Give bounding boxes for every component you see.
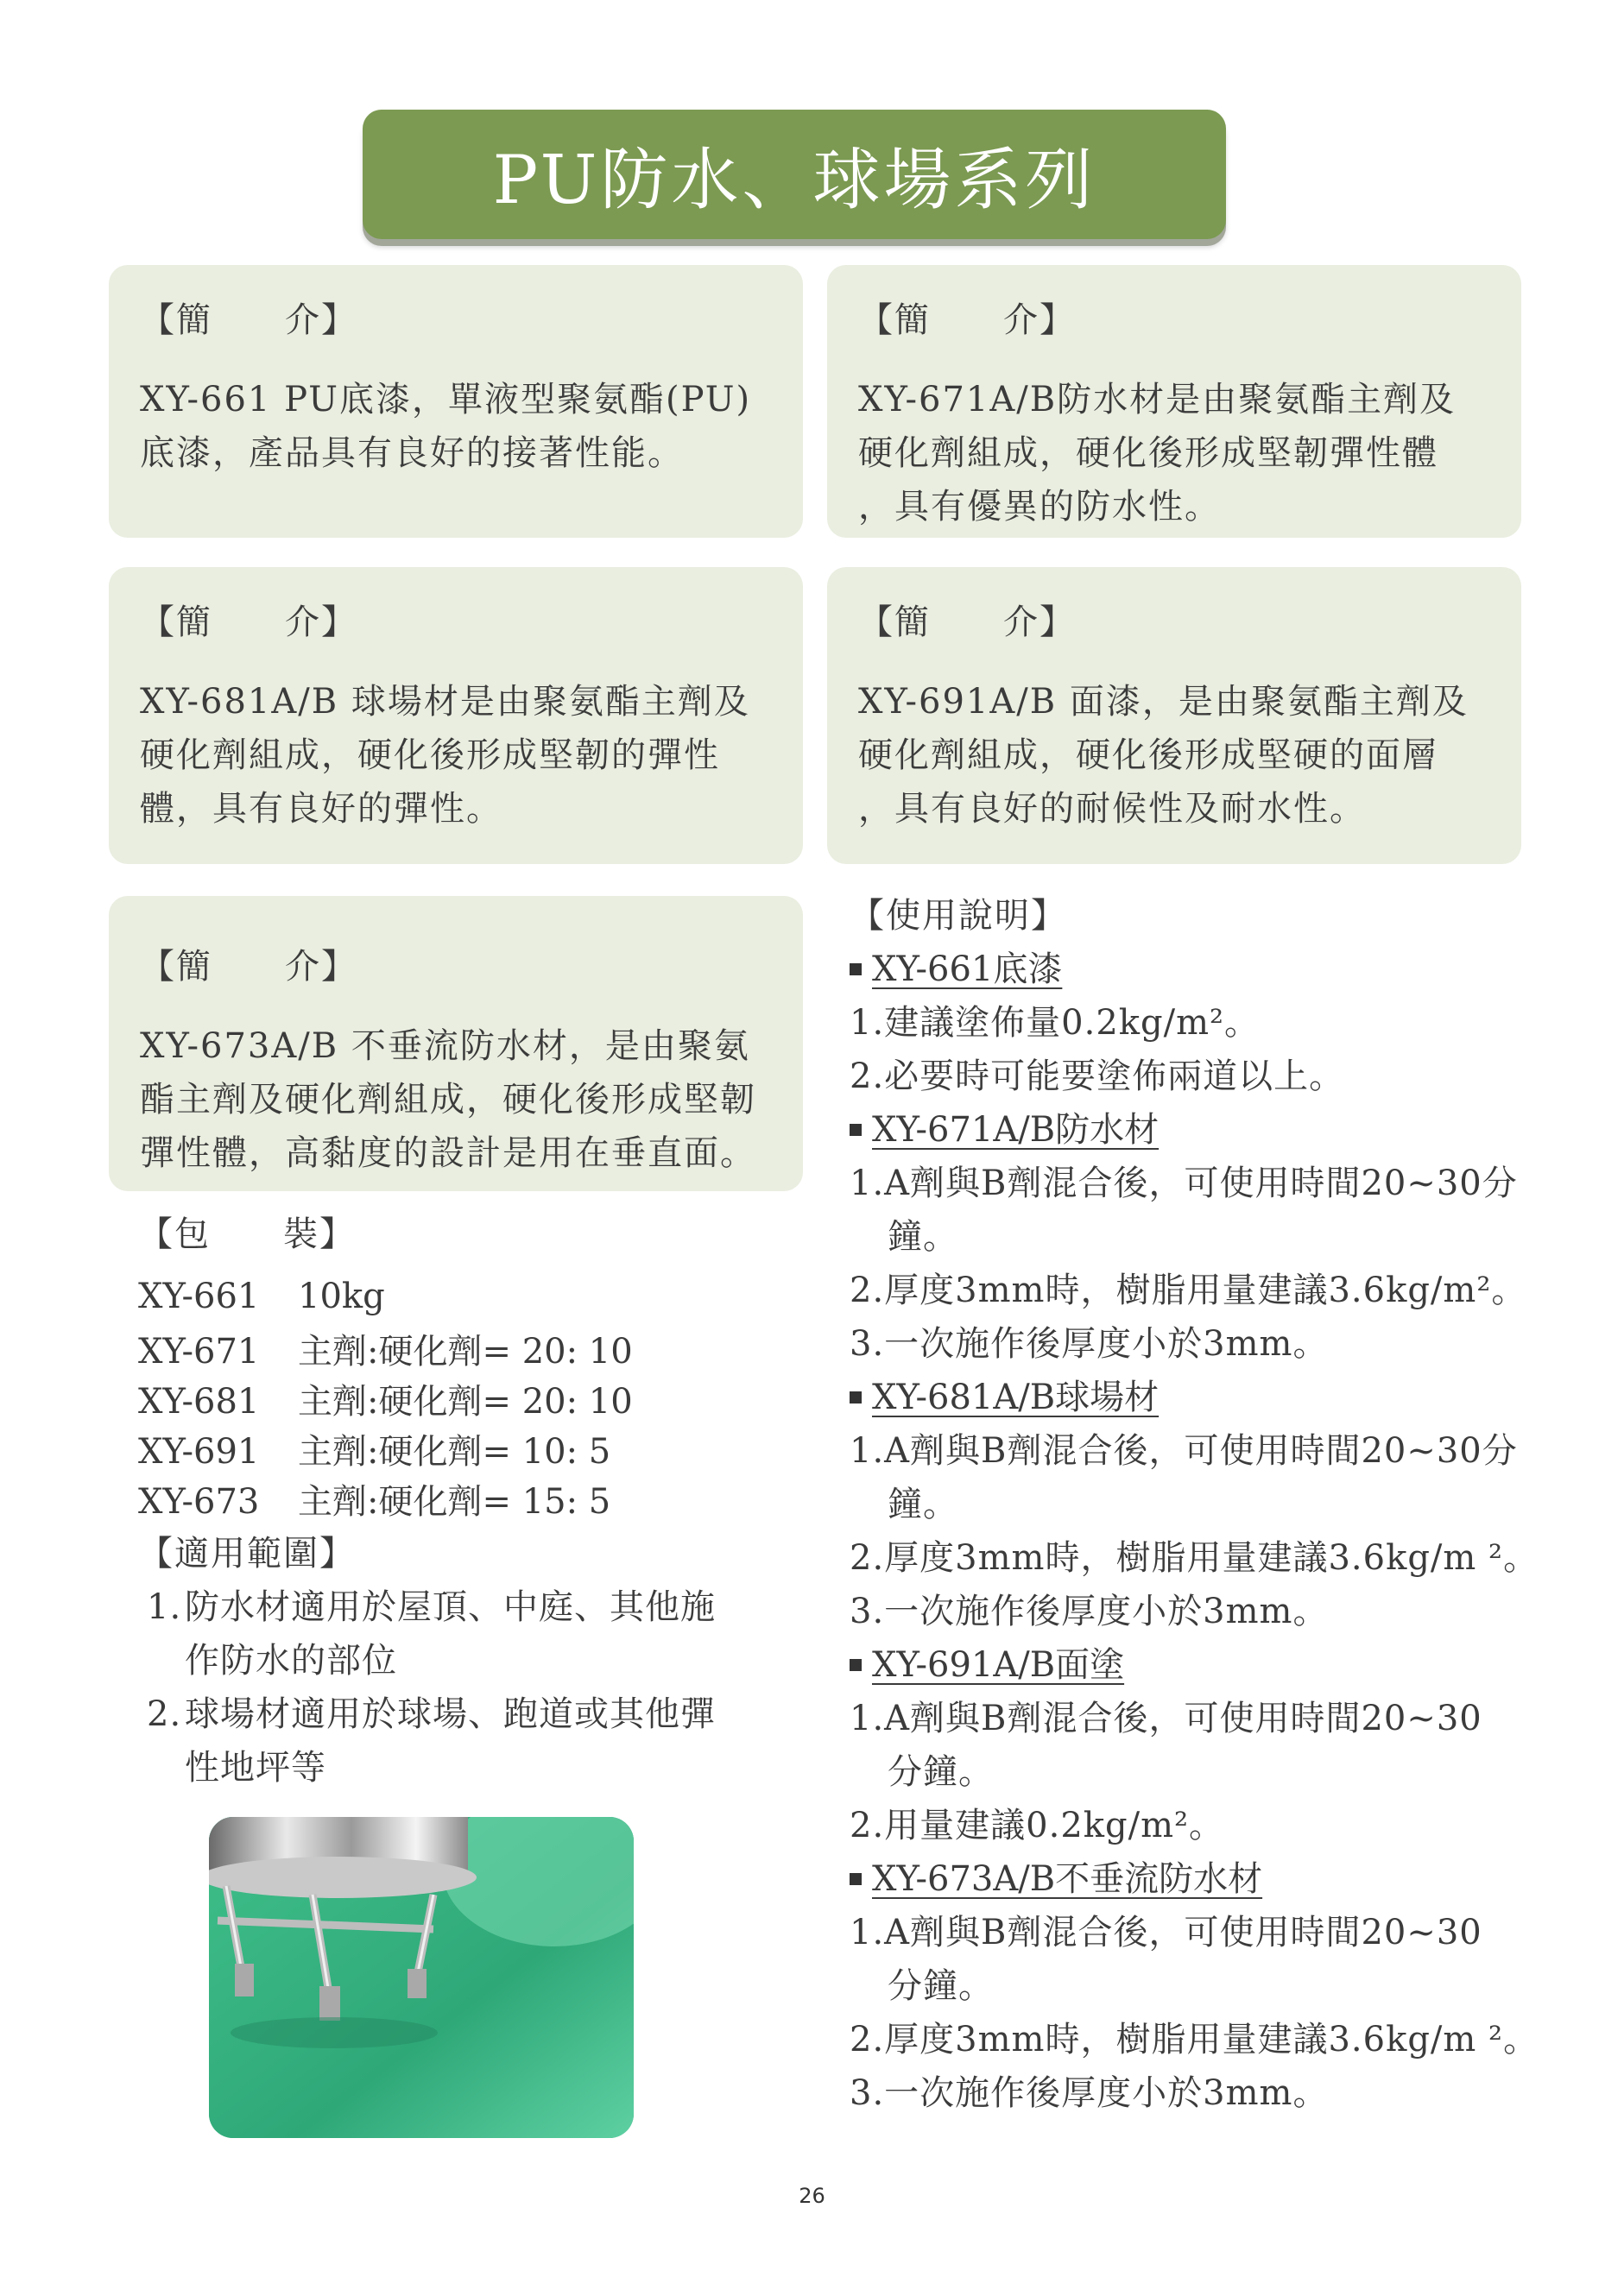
card-line: XY-691A/B 面漆，是由聚氨酯主劑及 xyxy=(858,682,1469,722)
usage-group-label: XY-691A/B面塗 xyxy=(872,1645,1125,1685)
usage-group-label: XY-671A/B防水材 xyxy=(872,1110,1160,1150)
usage-item: 1.A劑與B劑混合後，可使用時間20~30分 xyxy=(850,1164,1518,1203)
usage-item: 2.厚度3mm時，樹脂用量建議3.6kg/m ²。 xyxy=(850,2020,1539,2059)
usage-item: 3.一次施作後厚度小於3mm。 xyxy=(850,1592,1329,1631)
card-line: XY-681A/B 球場材是由聚氨酯主劑及 xyxy=(140,682,750,722)
card-body xyxy=(140,1019,777,1180)
card-heading: 【簡 介】 xyxy=(858,300,1076,340)
usage-item: 3.一次施作後厚度小於3mm。 xyxy=(850,2073,1329,2113)
packaging-model: XY-691 xyxy=(138,1432,260,1472)
scope-item-line: 作防水的部位 xyxy=(185,1641,397,1681)
scope-heading: 【適用範圍】 xyxy=(138,1534,356,1574)
square-bullet-icon xyxy=(850,1873,862,1885)
packaging-model: XY-671 xyxy=(138,1332,260,1372)
packaging-model: XY-681 xyxy=(138,1382,260,1422)
packaging-value: 10kg xyxy=(298,1277,385,1316)
card-line: 硬化劑組成，硬化後形成堅韌的彈性 xyxy=(140,735,720,775)
card-line: 底漆，產品具有良好的接著性能。 xyxy=(140,433,684,473)
usage-group-title xyxy=(850,1638,1592,1692)
usage-heading: 【使用說明】 xyxy=(850,896,1067,936)
card-line: 酯主劑及硬化劑組成，硬化後形成堅韌 xyxy=(140,1080,756,1120)
card-line: 硬化劑組成，硬化後形成堅韌彈性體 xyxy=(858,433,1438,473)
packaging-model: XY-673 xyxy=(138,1482,260,1522)
scope-item-line: 球場材適用於球場、跑道或其他彈 xyxy=(185,1694,716,1734)
square-bullet-icon xyxy=(850,1391,862,1403)
scope-item-number: 2. xyxy=(147,1694,182,1734)
intro-card-xy691 xyxy=(827,567,1521,864)
packaging-row xyxy=(138,1377,794,1427)
card-line: 體，具有良好的彈性。 xyxy=(140,789,502,829)
card-body xyxy=(858,373,1495,533)
packaging-value: 主劑:硬化劑= 15: 5 xyxy=(298,1482,611,1522)
usage-group-label: XY-681A/B球場材 xyxy=(872,1378,1160,1417)
scope-item-line: 性地坪等 xyxy=(185,1748,326,1788)
usage-group-title xyxy=(850,1371,1592,1424)
packaging-row xyxy=(138,1327,794,1377)
usage-item-continued: 鐘。 xyxy=(888,1485,958,1524)
packaging-value: 主劑:硬化劑= 10: 5 xyxy=(298,1432,611,1472)
usage-group-title xyxy=(850,943,1592,996)
title-banner xyxy=(363,110,1226,239)
page-number: 26 xyxy=(799,2184,825,2208)
square-bullet-icon xyxy=(850,1124,862,1136)
scope-item-number: 1. xyxy=(147,1587,182,1627)
usage-group-title xyxy=(850,1103,1592,1157)
packaging-row xyxy=(138,1477,794,1527)
scope-item xyxy=(138,1580,794,1687)
usage-item: 2.用量建議0.2kg/m²。 xyxy=(850,1806,1225,1845)
card-line: XY-673A/B 不垂流防水材，是由聚氨 xyxy=(140,1026,750,1066)
card-heading: 【簡 介】 xyxy=(858,602,1076,642)
card-body xyxy=(858,675,1495,836)
usage-item-continued: 分鐘。 xyxy=(888,1752,994,1792)
usage-item: 2.厚度3mm時，樹脂用量建議3.6kg/m ²。 xyxy=(850,1538,1539,1578)
packaging-row xyxy=(138,1427,794,1477)
card-heading: 【簡 介】 xyxy=(140,300,357,340)
card-line: ，具有優異的防水性。 xyxy=(858,487,1221,527)
card-line: XY-671A/B防水材是由聚氨酯主劑及 xyxy=(858,380,1457,419)
scope-item-line: 防水材適用於屋頂、中庭、其他施 xyxy=(185,1587,716,1627)
card-body xyxy=(140,373,777,480)
intro-card-xy681 xyxy=(109,567,803,864)
page-title: PU防水、球場系列 xyxy=(492,142,1096,219)
card-line: ，具有良好的耐候性及耐水性。 xyxy=(858,789,1366,829)
card-line: 彈性體，高黏度的設計是用在垂直面。 xyxy=(140,1133,756,1173)
packaging-section xyxy=(138,1207,794,1527)
usage-item-continued: 鐘。 xyxy=(888,1217,958,1257)
usage-item: 2.必要時可能要塗佈兩道以上。 xyxy=(850,1057,1345,1096)
card-line: 硬化劑組成，硬化後形成堅硬的面層 xyxy=(858,735,1438,775)
packaging-value: 主劑:硬化劑= 20: 10 xyxy=(298,1332,633,1372)
usage-item: 1.A劑與B劑混合後，可使用時間20~30 xyxy=(850,1913,1482,1952)
usage-item-continued: 分鐘。 xyxy=(888,1966,994,2006)
photo-illustration xyxy=(209,1817,634,2138)
scope-item xyxy=(138,1687,794,1795)
card-heading: 【簡 介】 xyxy=(140,947,357,987)
usage-item: 1.A劑與B劑混合後，可使用時間20~30 xyxy=(850,1699,1482,1738)
intro-card-xy671 xyxy=(827,265,1521,538)
usage-group-label: XY-673A/B不垂流防水材 xyxy=(872,1859,1263,1899)
card-body xyxy=(140,675,777,836)
card-line: XY-661 PU底漆，單液型聚氨酯(PU) xyxy=(140,380,752,419)
intro-card-xy673 xyxy=(109,896,803,1191)
square-bullet-icon xyxy=(850,963,862,975)
scope-section xyxy=(138,1526,794,1795)
usage-item: 1.A劑與B劑混合後，可使用時間20~30分 xyxy=(850,1431,1518,1471)
usage-item: 1.建議塗佈量0.2kg/m²。 xyxy=(850,1003,1261,1043)
usage-item: 3.一次施作後厚度小於3mm。 xyxy=(850,1324,1329,1364)
card-heading: 【簡 介】 xyxy=(140,602,357,642)
usage-section xyxy=(850,889,1592,2120)
square-bullet-icon xyxy=(850,1659,862,1671)
usage-item: 2.厚度3mm時，樹脂用量建議3.6kg/m²。 xyxy=(850,1271,1527,1310)
usage-group-title xyxy=(850,1852,1592,1906)
packaging-value: 主劑:硬化劑= 20: 10 xyxy=(298,1382,633,1422)
usage-group-label: XY-661底漆 xyxy=(872,949,1063,989)
intro-card-xy661 xyxy=(109,265,803,538)
packaging-model: XY-661 xyxy=(138,1277,260,1316)
packaging-row xyxy=(138,1271,794,1321)
packaging-heading: 【包 裝】 xyxy=(138,1214,356,1254)
product-photo xyxy=(209,1817,634,2138)
